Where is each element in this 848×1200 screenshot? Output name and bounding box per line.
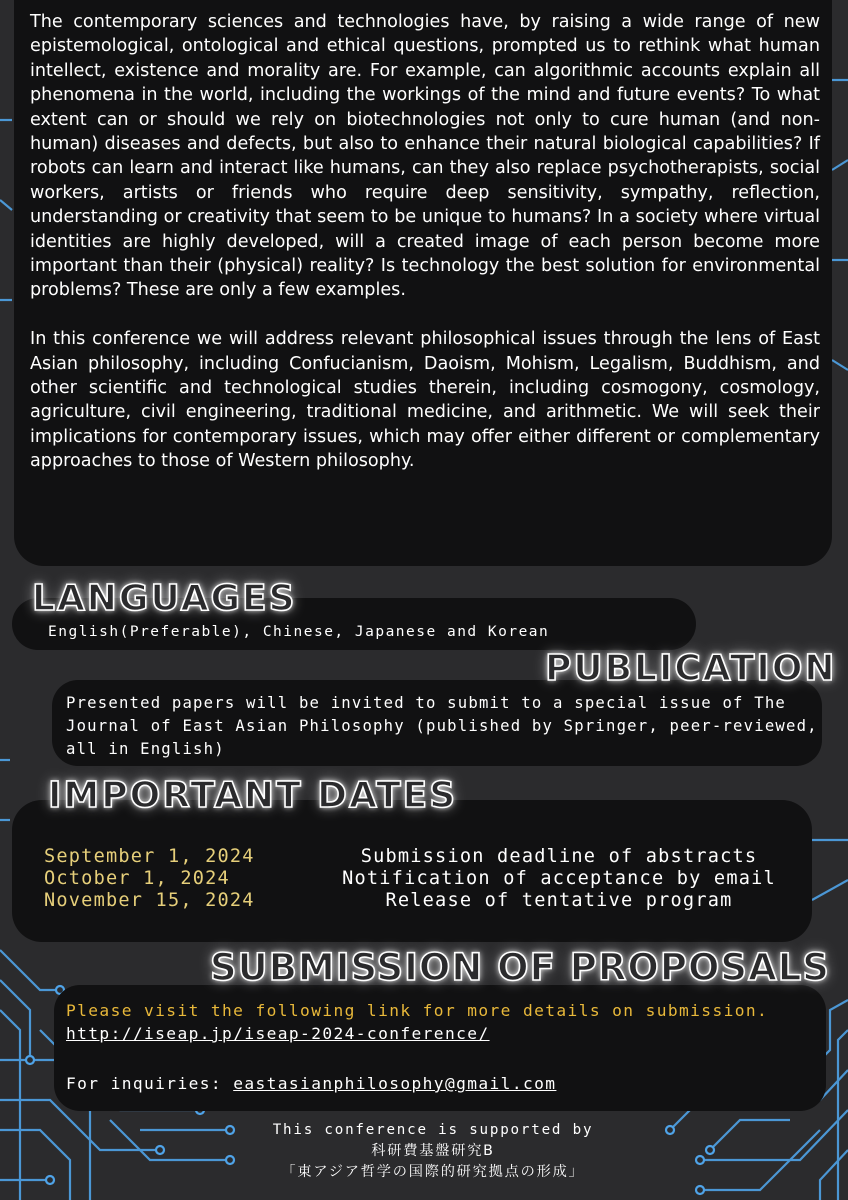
important-dates-heading: IMPORTANT DATES: [48, 775, 458, 816]
submission-heading: SUBMISSION OF PROPOSALS: [210, 946, 830, 989]
intro-paragraph-2: In this conference we will address relevant philosophical issues through the lens of East Asian philosophy, including Confucianism, Daoism, Mohism, Legalism, Buddhism, and other scientific and technological studies therein, including cosmogony, cosmology, agriculture, civil engineering, traditional medicine, and arithmetic. We will seek their implications for contemporary issues, which may offer either different or complementary approaches to those of Western philosophy.: [30, 329, 820, 472]
languages-text: English(Preferable), Chinese, Japanese and Korean: [48, 624, 550, 640]
languages-heading: LANGUAGES: [32, 578, 297, 619]
submission-link[interactable]: http://iseap.jp/iseap-2024-conference/: [66, 1024, 490, 1043]
event-item: Release of tentative program: [385, 890, 733, 911]
support-footer: [234, 1120, 632, 1183]
support-line-2: 科研費基盤研究B: [371, 1143, 495, 1159]
dates-column: [44, 846, 255, 912]
date-item: October 1, 2024: [44, 868, 230, 889]
events-column: [330, 846, 788, 912]
date-item: September 1, 2024: [44, 846, 255, 867]
intro-paragraph-1: The contemporary sciences and technologies have, by raising a wide range of new epistemological, ontological and ethical questions, prompted us to rethink what human intellect, existence and morality are. For example, can algorithmic accounts explain all phenomena in the world, including the workings of the mind and future events? To what extent can or should we rely on biotechnologies not only to cure human (and non-human) diseases and defects, but also to enhance their natural biological capabilities? If robots can learn and interact like humans, can they also replace psychotherapists, social workers, artists or friends who require deep sensitivity, sympathy, reflection, understanding or creativity that seem to be unique to humans? In a society where virtual identities are highly developed, will a created image of each person become more important than their (physical) reality? Is technology the best solution for environmental problems? These are only a few examples.: [30, 12, 820, 301]
support-line-1: This conference is supported by: [272, 1122, 594, 1138]
submission-note: Please visit the following link for more details on submission.: [66, 1001, 769, 1020]
inquiries-label: For inquiries:: [66, 1074, 234, 1093]
event-item: Notification of acceptance by email: [342, 868, 776, 889]
inquiries-email-link[interactable]: eastasianphilosophy@gmail.com: [233, 1074, 557, 1093]
date-item: November 15, 2024: [44, 890, 255, 911]
intro-text: [30, 10, 820, 474]
event-item: Submission deadline of abstracts: [360, 846, 758, 867]
publication-heading: PUBLICATION: [545, 648, 837, 689]
publication-text: Presented papers will be invited to submit to a special issue of The Journal of East Asian Philosophy (published by Springer, peer-reviewed, all in English): [66, 694, 818, 758]
inquiries-line: [66, 1074, 556, 1093]
support-line-3: 「東アジア哲学の国際的研究拠点の形成」: [281, 1164, 585, 1180]
